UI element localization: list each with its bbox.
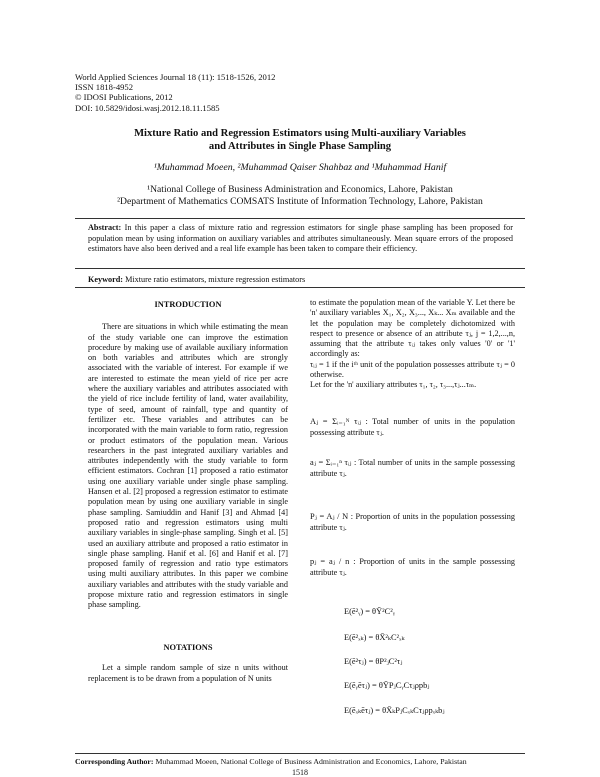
title-line-1: Mixture Ratio and Regression Estimators using Multi-auxiliary Variables: [134, 128, 466, 139]
right-paragraph-1: to estimate the population mean of the variable Y. Let there be 'n' auxiliary variables X₁, X₂, X₃..., Xₖ... Xₘ available and the let the population may be completely dichotomized with respect to presence or absence of an attribute τⱼ, j = 1,2,...,n, assuming that the attribute τᵢⱼ takes only values '0' or '1' accordingly as:: [310, 298, 515, 359]
definition-3: [310, 512, 515, 533]
notations-paragraph: Let a simple random sample of size n units without replacement is to be drawn from a population of N units: [88, 663, 288, 683]
title-line-2: and Attributes in Single Phase Sampling: [208, 141, 392, 152]
definition-3-formula: Pⱼ = Aⱼ / N: [310, 512, 349, 521]
abstract-text: In this paper a class of mixture ratio and regression estimators for single phase sampling has been proposed for population mean by using information on auxiliary variables and attributes simultaneously. Mean square errors of the proposed estimators have also been derived and a real life example has been taken to compare their efficiency.: [88, 223, 513, 254]
definition-4: [310, 557, 515, 578]
keywords: [88, 275, 513, 284]
corresponding-author: [75, 757, 525, 766]
affiliation-1: ¹National College of Business Administration and Economics, Lahore, Pakistan: [147, 184, 453, 195]
abstract-divider: [75, 268, 525, 269]
right-paragraph-2: τᵢⱼ = 1 if the iᵗʰ unit of the population possesses attribute τⱼ = 0 otherwise.: [310, 359, 515, 380]
issn: ISSN 1818-4952: [75, 82, 134, 93]
notations-section: [88, 643, 288, 684]
equation-5: E(ēₓₖēτⱼ) = θX̄ₖPⱼCₓₖCτⱼρpₓₖbⱼ: [344, 706, 445, 715]
copyright: © IDOSI Publications, 2012: [75, 92, 173, 103]
definition-2-text: : Total number of units in the sample possessing attribute τⱼ.: [310, 458, 516, 478]
definition-2-formula: aⱼ = Σᵢ₌₁ⁿ τᵢⱼ: [310, 458, 352, 467]
page-number: 1518: [292, 768, 308, 777]
equation-2: E(ē²ₓₖ) = θX̄²ₖC²ₓₖ: [344, 633, 405, 642]
footer-text: Muhammad Moeen, National College of Business Administration and Economics, Lahore, Pakistan: [155, 757, 467, 766]
equation-3: E(ē²τⱼ) = θP²ⱼC²τⱼ: [344, 657, 403, 666]
definition-1-text: : Total number of units in the population possessing attribute τⱼ.: [310, 417, 515, 437]
keyword-divider: [75, 287, 525, 288]
left-column: [88, 300, 288, 611]
definition-2: [310, 458, 515, 479]
footer-label: Corresponding Author:: [75, 757, 154, 766]
intro-paragraph: There are situations in which while estimating the mean of the study variable one can improve the estimation procedure by making use of available auxiliary information on both variables and attributes which are strongly associated with the variable of interest. For example if we are interested to estimate the mean yield of rice per acre where the auxiliary variables and attributes associated with the yield of rice include fertility of land, water availability, type of seed, amount of rainfall, type and quantity of fertilizer etc. These variables and attributes can be incorporated with the main variable to form ratio, regression or product estimators of the population mean. Various researchers in the past integrated auxiliary variables and attributes independently with the study variable to form efficient estimators. Cochran [1] proposed a ratio estimator using one auxiliary variable under single phase sampling. Hansen et al. [2] proposed a regression estimator to estimate population mean by using one auxiliary variable in single phase sampling. Samiuddin and Hanif [3] and Ahmad [4] proposed ratio and regression estimators using multi auxiliary variables in single-phase sampling. Singh et al. [5] used an auxiliary attribute and proposed a ratio estimator in single phase sampling. Hanif et al. [6] and Hanif et al. [7] proposed family of regression and ratio type estimators using multi auxiliary attributes. In this paper we combine auxiliary variables and attributes with the study variable and propose mixture ratio and regression estimators in single phase sampling.: [88, 322, 288, 610]
definition-4-text: : Proportion of units in the sample possessing attribute τⱼ.: [310, 557, 516, 577]
notations-heading: NOTATIONS: [163, 643, 213, 652]
abstract: [88, 223, 513, 255]
definition-4-formula: pⱼ = aⱼ / n: [310, 557, 350, 566]
affiliation-2: ²Department of Mathematics COMSATS Institute of Information Technology, Lahore, Pakistan: [117, 196, 483, 207]
authors: ¹Muhammad Moeen, ²Muhammad Qaiser Shahbaz and ¹Muhammad Hanif: [153, 162, 447, 173]
keyword-label: Keyword:: [88, 275, 124, 284]
right-column: [310, 298, 515, 391]
footer-divider: [75, 753, 525, 754]
journal-header: [75, 72, 275, 113]
doi: DOI: 10.5829/idosi.wasj.2012.18.11.1585: [75, 102, 220, 113]
affiliations: [60, 184, 540, 208]
keyword-text: Mixture ratio estimators, mixture regression estimators: [125, 275, 306, 284]
equation-4: E(ēᵧēτⱼ) = θȲPⱼCᵧCτⱼρpbⱼ: [344, 681, 430, 690]
equation-1: E(ē²ᵧ) = θȲ²C²ᵧ: [344, 607, 395, 616]
abstract-label: Abstract:: [88, 223, 122, 232]
right-paragraph-3: Let for the 'n' auxiliary attributes τ₁, τ₂, τ₃...,τⱼ...τₘ.: [310, 380, 477, 390]
definition-1: [310, 417, 515, 438]
top-divider: [75, 218, 525, 219]
journal-citation: World Applied Sciences Journal 18 (11): 1518-1526, 2012: [75, 72, 276, 82]
definition-1-formula: Aⱼ = Σᵢ₌₁ᴺ τᵢⱼ: [310, 417, 362, 426]
paper-title: [60, 127, 540, 153]
definition-3-text: : Proportion of units in the population possessing attribute τⱼ.: [310, 512, 515, 532]
intro-heading: INTRODUCTION: [154, 300, 222, 309]
